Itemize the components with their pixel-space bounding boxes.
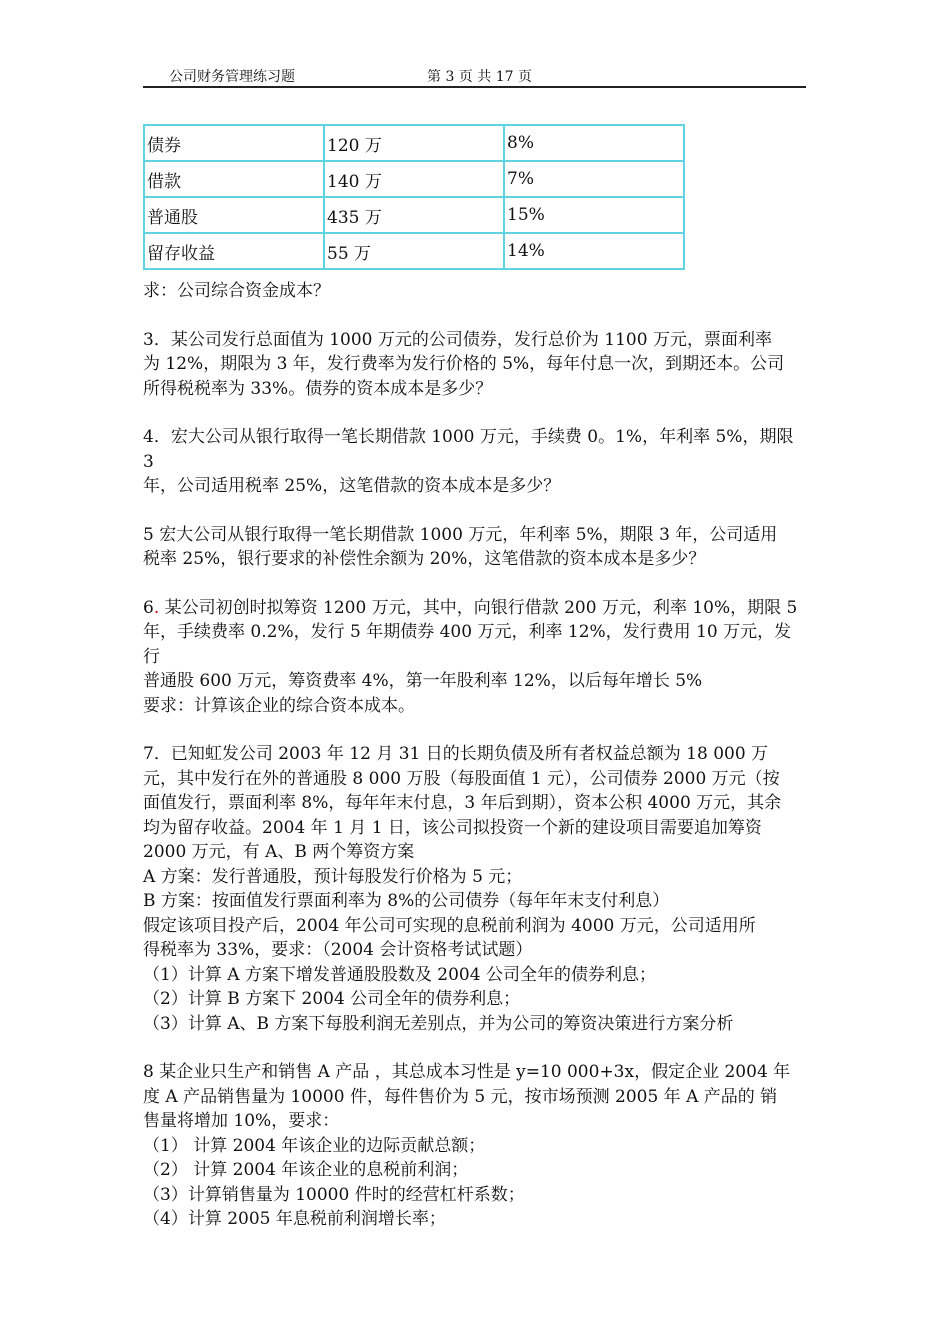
header-title: 公司财务管理练习题: [169, 69, 295, 85]
table-row: [144, 197, 684, 233]
text-line: 假定该项目投产后，2004 年公司可实现的息税前利润为 4000 万元，公司适用所: [143, 915, 756, 936]
text-line: 5 宏大公司从银行取得一笔长期借款 1000 万元，年利率 5%，期限 3 年，公司适用: [143, 524, 778, 545]
table-cell: 8%: [504, 125, 684, 161]
text-line: 年，公司适用税率 25%，这笔借款的资本成本是多少？: [143, 476, 561, 496]
table-row: [144, 233, 684, 269]
text-line: 为 12%，期限为 3 年，发行费率为发行价格的 5%，每年付息一次，到期还本。公司: [143, 354, 785, 374]
table-row: [144, 125, 684, 161]
text-line: （3）计算 A、B 方案下每股利润无差别点，并为公司的筹资决策进行方案分析: [143, 1013, 734, 1034]
question-4: [143, 425, 808, 499]
text-line: B 方案：按面值发行票面利率为 8%的公司债券（每年年末支付利息）: [143, 891, 670, 911]
table-cell: 120 万: [324, 125, 504, 161]
table-cell: 留存收益: [144, 233, 324, 269]
question-5: [143, 523, 808, 572]
text-line: （2）计算 B 方案下 2004 公司全年的债券利息；: [143, 989, 521, 1009]
text-line: 面值发行，票面利率 8%，每年年末付息，3 年后到期），资本公积 4000 万元，其余: [143, 793, 782, 813]
question-6: [143, 596, 808, 719]
table-cell: 15%: [504, 197, 684, 233]
text-line: 度 A 产品销售量为 10000 件，每件售价为 5 元，按市场预测 2005 年 A 产品的 销: [143, 1086, 778, 1107]
text-line: 年，手续费率 0.2%，发行 5 年期债券 400 万元，利率 12%，发行费用 10 万元，发行: [143, 622, 792, 667]
text-line: 均为留存收益。2004 年 1 月 1 日，该公司拟投资一个新的建设项目需要追加筹资: [143, 817, 762, 838]
red-dot: .: [153, 597, 160, 618]
text-line: 3．某公司发行总面值为 1000 万元的公司债券，发行总价为 1100 万元，票面利率: [143, 329, 772, 350]
text-line: 普通股 600 万元，筹资费率 4%，第一年股利率 12%，以后每年增长 5%: [143, 671, 703, 691]
table-cell: 140 万: [324, 161, 504, 197]
text-line: A 方案：发行普通股，预计每股发行价格为 5 元；: [143, 866, 523, 887]
table-cell: 14%: [504, 233, 684, 269]
text-line: [143, 596, 808, 621]
text-span: 某公司初创时拟筹资 1200 万元，其中，向银行借款 200 万元，利率 10%，期限 5: [159, 597, 798, 618]
table-cell: 435 万: [324, 197, 504, 233]
text-line: 2000 万元，有 A、B 两个筹资方案: [143, 842, 415, 862]
table-cell: 普通股: [144, 197, 324, 233]
text-line: （2） 计算 2004 年该企业的息税前利润；: [143, 1160, 469, 1180]
text-line: 元，其中发行在外的普通股 8 000 万股（每股面值 1 元），公司债券 2000 万元（按: [143, 768, 780, 789]
question-number: 6: [143, 597, 154, 618]
table-cell: 7%: [504, 161, 684, 197]
text-line: （1）计算 A 方案下增发普通股股数及 2004 公司全年的债券利息；: [143, 964, 656, 985]
question-8: [143, 1060, 808, 1232]
text-line: 所得税税率为 33%。债券的资本成本是多少？: [143, 378, 493, 399]
text-line: （1） 计算 2004 年该企业的边际贡献总额；: [143, 1135, 486, 1156]
table-cell: 债券: [144, 125, 324, 161]
page-header: [143, 64, 806, 88]
table-cell: 55 万: [324, 233, 504, 269]
text-line: （3）计算销售量为 10000 件时的经营杠杆系数；: [143, 1184, 525, 1205]
document-body: [143, 279, 808, 1232]
text-line: 得税率为 33%，要求：（2004 会计资格考试试题）: [143, 940, 533, 960]
table-row: [144, 161, 684, 197]
question-2-ask: 求：公司综合资金成本？: [143, 281, 330, 301]
text-line: 7．已知虹发公司 2003 年 12 月 31 日的长期负债及所有者权益总额为 18 000 万: [143, 744, 769, 764]
table-cell: 借款: [144, 161, 324, 197]
text-line: 要求：计算该企业的综合资本成本。: [143, 695, 415, 716]
text-line: 税率 25%，银行要求的补偿性余额为 20%，这笔借款的资本成本是多少？: [143, 549, 706, 569]
capital-structure-table: [143, 124, 685, 270]
header-page-number: 第 3 页 共 17 页: [427, 69, 532, 85]
question-3: [143, 328, 808, 402]
text-line: 8 某企业只生产和销售 A 产品 ，其总成本习性是 y=10 000+3x，假定企业 2004 年: [143, 1062, 791, 1082]
question-7: [143, 742, 808, 1036]
text-line: 4．宏大公司从银行取得一笔长期借款 1000 万元，手续费 0。1%，年利率 5%，期限 3: [143, 427, 794, 472]
text-line: （4）计算 2005 年息税前利润增长率；: [143, 1209, 446, 1229]
text-line: 售量将增加 10%，要求：: [143, 1111, 340, 1131]
